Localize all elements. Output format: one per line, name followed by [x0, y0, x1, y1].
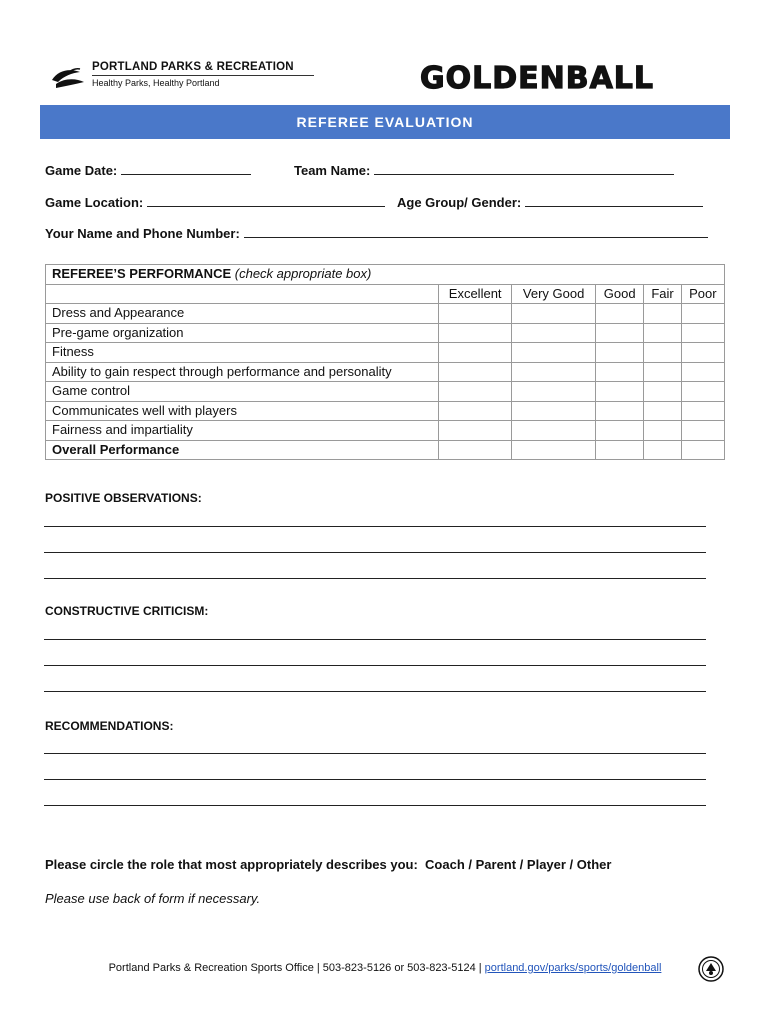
rating-checkbox[interactable]	[681, 401, 724, 421]
rating-checkbox[interactable]	[595, 343, 643, 363]
game-date-blank[interactable]	[121, 160, 251, 175]
portland-parks-logo	[50, 58, 294, 98]
rating-checkbox[interactable]	[512, 421, 596, 441]
rating-checkbox[interactable]	[512, 362, 596, 382]
role-prompt: Please circle the role that most appropriately describes you:	[45, 857, 418, 872]
criterion-label: Fitness	[46, 343, 439, 363]
positive-observations-heading: POSITIVE OBSERVATIONS:	[45, 491, 202, 505]
footer-link[interactable]: portland.gov/parks/sports/goldenball	[484, 962, 662, 974]
recommendations-line-2[interactable]	[44, 779, 706, 780]
page-title: REFEREE EVALUATION	[40, 105, 730, 139]
rating-checkbox[interactable]	[595, 382, 643, 402]
table-heading-row	[46, 265, 725, 285]
rating-checkbox[interactable]	[512, 304, 596, 324]
game-location-blank[interactable]	[147, 192, 385, 207]
constructive-line-3[interactable]	[44, 691, 706, 692]
rating-checkbox[interactable]	[512, 440, 596, 460]
rating-checkbox[interactable]	[681, 323, 724, 343]
table-row	[46, 421, 725, 441]
positive-line-1[interactable]	[44, 526, 706, 527]
rating-header-good: Good	[595, 284, 643, 304]
city-seal-icon	[698, 956, 724, 982]
name-phone-blank[interactable]	[244, 223, 708, 238]
rating-checkbox[interactable]	[681, 382, 724, 402]
rating-checkbox[interactable]	[595, 401, 643, 421]
org-name: PORTLAND PARKS & RECREATION	[92, 61, 294, 73]
rating-checkbox[interactable]	[439, 421, 512, 441]
team-name-blank[interactable]	[374, 160, 674, 175]
referee-performance-table	[45, 264, 725, 460]
team-name-field[interactable]	[294, 160, 674, 178]
rating-checkbox[interactable]	[644, 382, 681, 402]
positive-line-3[interactable]	[44, 578, 706, 579]
back-of-form-note: Please use back of form if necessary.	[45, 891, 261, 906]
recommendations-line-3[interactable]	[44, 805, 706, 806]
rating-header-fair: Fair	[644, 284, 681, 304]
footer	[0, 962, 770, 974]
rating-checkbox[interactable]	[681, 343, 724, 363]
rating-checkbox[interactable]	[681, 304, 724, 324]
rating-checkbox[interactable]	[439, 440, 512, 460]
leaf-hand-icon	[50, 64, 88, 92]
constructive-line-2[interactable]	[44, 665, 706, 666]
rating-checkbox[interactable]	[439, 304, 512, 324]
rating-checkbox[interactable]	[439, 401, 512, 421]
rating-checkbox[interactable]	[681, 440, 724, 460]
name-phone-label: Your Name and Phone Number:	[45, 226, 240, 241]
rating-checkbox[interactable]	[644, 343, 681, 363]
recommendations-line-1[interactable]	[44, 753, 706, 754]
table-row	[46, 401, 725, 421]
org-tagline: Healthy Parks, Healthy Portland	[92, 78, 220, 88]
goldenball-logo	[419, 52, 655, 98]
rating-checkbox[interactable]	[681, 362, 724, 382]
age-group-label: Age Group/ Gender:	[397, 195, 522, 210]
age-group-field[interactable]	[397, 192, 703, 210]
criterion-label: Ability to gain respect through performance and personality	[46, 362, 439, 382]
game-date-field[interactable]	[45, 160, 251, 178]
table-row	[46, 343, 725, 363]
rating-header-poor: Poor	[681, 284, 724, 304]
rating-checkbox[interactable]	[439, 323, 512, 343]
rating-checkbox[interactable]	[512, 323, 596, 343]
rating-checkbox[interactable]	[512, 343, 596, 363]
table-heading-bold: REFEREE’S PERFORMANCE	[52, 266, 232, 282]
rating-checkbox[interactable]	[681, 421, 724, 441]
blank-header-cell	[46, 284, 439, 304]
rating-checkbox[interactable]	[644, 401, 681, 421]
table-row	[46, 304, 725, 324]
table-row	[46, 382, 725, 402]
footer-text: Portland Parks & Recreation Sports Office | 503-823-5126 or 503-823-5124 |	[108, 962, 482, 974]
rating-header-row	[46, 284, 725, 304]
rating-header-very-good: Very Good	[512, 284, 596, 304]
rating-checkbox[interactable]	[512, 401, 596, 421]
table-heading-italic: (check appropriate box)	[234, 266, 372, 282]
table-heading	[46, 265, 725, 285]
rating-checkbox[interactable]	[644, 440, 681, 460]
rating-checkbox[interactable]	[644, 304, 681, 324]
game-location-field[interactable]	[45, 192, 385, 210]
rating-checkbox[interactable]	[644, 421, 681, 441]
rating-checkbox[interactable]	[595, 421, 643, 441]
criterion-label: Game control	[46, 382, 439, 402]
recommendations-heading: RECOMMENDATIONS:	[45, 719, 174, 733]
rating-checkbox[interactable]	[595, 323, 643, 343]
team-name-label: Team Name:	[294, 163, 371, 178]
divider	[92, 75, 314, 76]
table-row	[46, 440, 725, 460]
criterion-label: Fairness and impartiality	[46, 421, 439, 441]
rating-checkbox[interactable]	[439, 382, 512, 402]
constructive-line-1[interactable]	[44, 639, 706, 640]
criterion-label: Communicates well with players	[46, 401, 439, 421]
game-date-label: Game Date:	[45, 163, 118, 178]
table-row	[46, 323, 725, 343]
name-phone-field[interactable]	[45, 223, 708, 241]
rating-checkbox[interactable]	[595, 440, 643, 460]
role-options[interactable]: Coach / Parent / Player / Other	[425, 857, 612, 872]
rating-checkbox[interactable]	[439, 362, 512, 382]
rating-checkbox[interactable]	[595, 362, 643, 382]
positive-line-2[interactable]	[44, 552, 706, 553]
criterion-label: Pre-game organization	[46, 323, 439, 343]
constructive-criticism-heading: CONSTRUCTIVE CRITICISM:	[45, 604, 209, 618]
rating-checkbox[interactable]	[644, 362, 681, 382]
age-group-blank[interactable]	[525, 192, 703, 207]
rating-header-excellent: Excellent	[439, 284, 512, 304]
rating-checkbox[interactable]	[644, 323, 681, 343]
rating-checkbox[interactable]	[595, 304, 643, 324]
goldenball-logo-text: GOLDENBALL	[419, 61, 655, 96]
rating-checkbox[interactable]	[439, 343, 512, 363]
overall-performance-label: Overall Performance	[46, 440, 439, 460]
role-question	[45, 857, 611, 872]
criterion-label: Dress and Appearance	[46, 304, 439, 324]
game-location-label: Game Location:	[45, 195, 144, 210]
rating-checkbox[interactable]	[512, 382, 596, 402]
table-row	[46, 362, 725, 382]
